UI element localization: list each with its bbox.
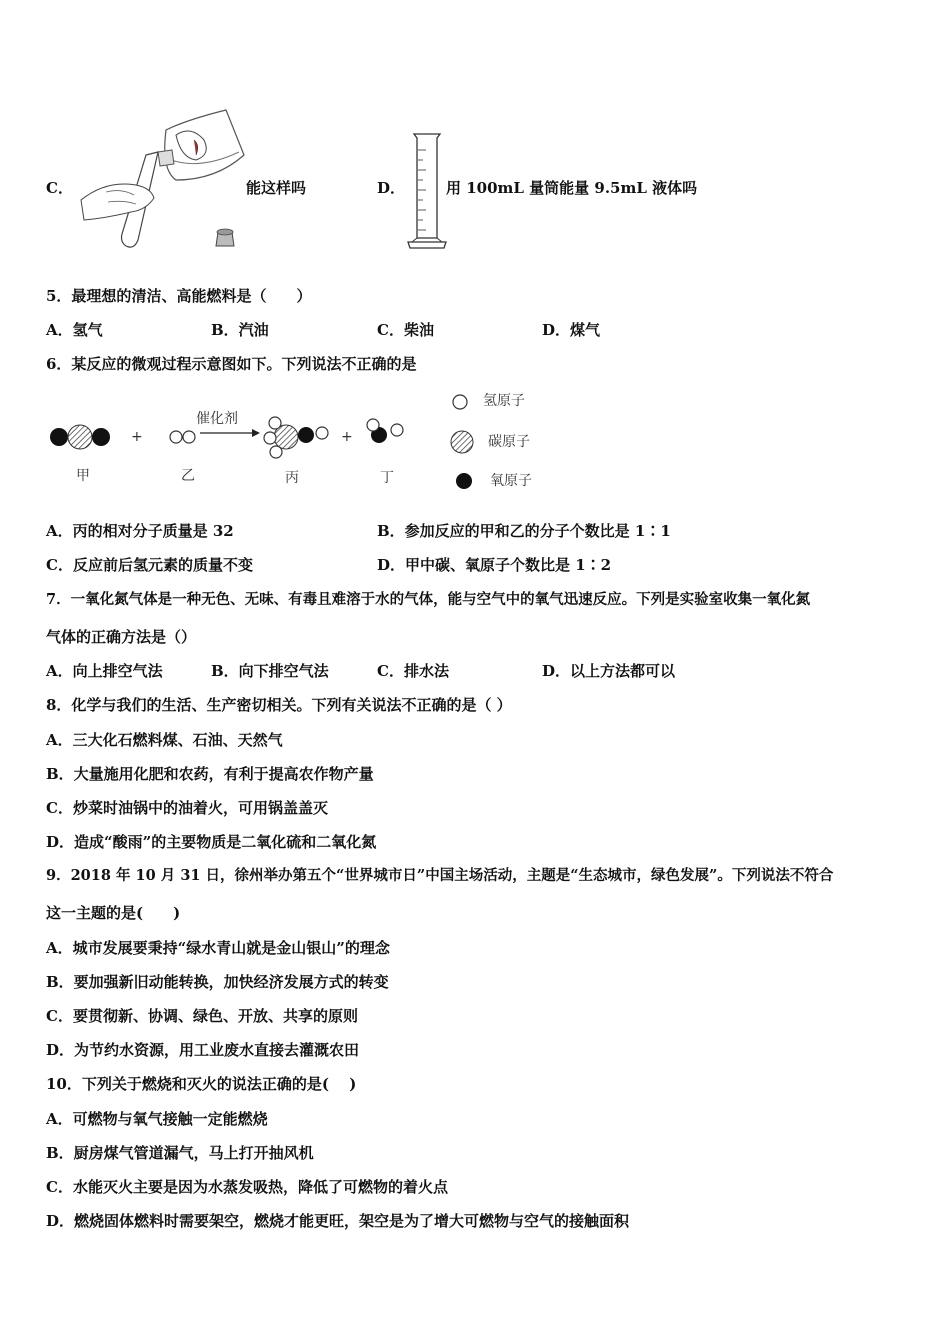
- q10-option-d: D．燃烧固体燃料时需要架空，燃烧才能更旺，架空是为了增大可燃物与空气的接触面积: [46, 1212, 630, 1230]
- molecule-jia: [50, 425, 110, 449]
- q9-option-c: C．要贯彻新、协调、绿色、开放、共享的原则: [46, 1007, 358, 1025]
- q4-option-d-text: 用 100mL 量筒能量 9.5mL 液体吗: [446, 179, 698, 197]
- q8-option-d: D．造成“酸雨”的主要物质是二氧化硫和二氧化氮: [46, 833, 377, 851]
- q6-option-c: C．反应前后氢元素的质量不变: [46, 556, 253, 574]
- name-jia: 甲: [76, 468, 90, 484]
- name-yi: 乙: [181, 468, 195, 484]
- q5-option-a: A．氢气: [46, 321, 103, 339]
- q10-option-b: B．厨房煤气管道漏气，马上打开抽风机: [46, 1144, 314, 1162]
- q5-option-b: B．汽油: [211, 321, 269, 339]
- q8-option-a: A．三大化石燃料煤、石油、天然气: [46, 731, 283, 749]
- q10-stem: 10．下列关于燃烧和灭火的说法正确的是( ): [46, 1075, 357, 1093]
- legend-oxygen-marker: [456, 473, 472, 489]
- legend-oxygen-label: 氧原子: [490, 473, 532, 489]
- legend-hydrogen-label: 氢原子: [483, 393, 525, 409]
- q5-option-c: C．柴油: [377, 321, 434, 339]
- q7-option-c: C．排水法: [377, 662, 449, 680]
- q7-option-d: D．以上方法都可以: [542, 662, 676, 680]
- molecule-bing: [264, 417, 328, 458]
- q9-option-d: D．为节约水资源，用工业废水直接去灌溉农田: [46, 1041, 360, 1059]
- catalyst-label: 催化剂: [196, 411, 238, 427]
- q5-option-d: D．煤气: [542, 321, 601, 339]
- plus-sign-1: +: [131, 429, 143, 445]
- graduated-cylinder-illustration: [404, 130, 450, 252]
- q9-stem-line1: 9．2018 年 10 月 31 日，徐州举办第五个“世界城市日”中国主场活动，主题是“生态城市，绿色发展”。下列说法不符合: [46, 867, 834, 884]
- q10-option-a: A．可燃物与氧气接触一定能燃烧: [46, 1110, 268, 1128]
- name-ding: 丁: [380, 470, 394, 486]
- legend-carbon-label: 碳原子: [488, 434, 530, 450]
- q4-option-c-text: 能这样吗: [246, 179, 307, 197]
- q4-option-c-label: C．: [46, 179, 73, 197]
- molecule-yi: [170, 431, 195, 443]
- q5-stem: 5．最理想的清洁、高能燃料是（ ）: [46, 287, 312, 305]
- q8-stem: 8．化学与我们的生活、生产密切相关。下列有关说法不正确的是（ ）: [46, 696, 512, 714]
- q8-option-c: C．炒菜时油锅中的油着火，可用锅盖盖灭: [46, 799, 328, 817]
- pouring-liquid-illustration: [76, 100, 246, 255]
- q7-option-b: B．向下排空气法: [211, 662, 329, 680]
- plus-sign-2: +: [341, 429, 353, 445]
- legend-hydrogen-marker: [453, 395, 467, 409]
- q6-option-a: A．丙的相对分子质量是 32: [46, 522, 234, 540]
- q9-option-b: B．要加强新旧动能转换，加快经济发展方式的转变: [46, 973, 389, 991]
- molecule-ding: [367, 419, 403, 443]
- q9-option-a: A．城市发展要秉持“绿水青山就是金山银山”的理念: [46, 939, 390, 957]
- q6-stem: 6．某反应的微观过程示意图如下。下列说法不正确的是: [46, 355, 417, 373]
- q4-option-d-label: D．: [377, 179, 406, 197]
- q9-stem-line2: 这一主题的是( ): [46, 904, 181, 922]
- q7-stem-line2: 气体的正确方法是（）: [46, 628, 197, 646]
- name-bing: 丙: [285, 470, 299, 486]
- legend-carbon-marker: [451, 431, 473, 453]
- reaction-diagram: [40, 385, 470, 495]
- q7-option-a: A．向上排空气法: [46, 662, 163, 680]
- q6-option-b: B．参加反应的甲和乙的分子个数比是 1∶1: [377, 522, 671, 540]
- q10-option-c: C．水能灭火主要是因为水蒸发吸热，降低了可燃物的着火点: [46, 1178, 448, 1196]
- q6-option-d: D．甲中碳、氧原子个数比是 1∶2: [377, 556, 612, 574]
- q8-option-b: B．大量施用化肥和农药，有利于提高农作物产量: [46, 765, 374, 783]
- q7-stem-line1: 7．一氧化氮气体是一种无色、无味、有毒且难溶于水的气体，能与空气中的氧气迅速反应。下列是实验室收集一氧化氮: [46, 591, 811, 608]
